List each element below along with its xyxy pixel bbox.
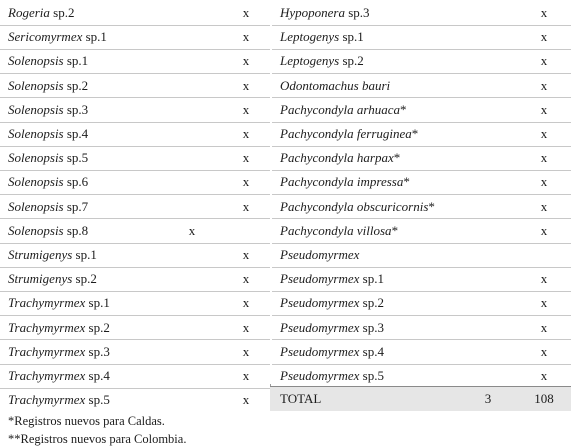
presence-mark-col2: x [540,198,548,214]
species-suffix: sp.1 [85,295,110,311]
species-name [280,49,364,73]
species-name [8,364,110,388]
species-name [8,146,88,170]
total-row [270,387,571,411]
genus-name: Pachycondyla arhuaca [280,101,400,117]
species-name [8,49,88,73]
species-suffix: * [411,126,419,141]
species-suffix: * [428,198,435,214]
presence-mark-col1 [186,170,198,194]
species-name [8,219,88,243]
presence-mark-col2: x [540,101,548,117]
presence-mark-col1 [482,25,494,49]
species-name [280,219,398,243]
presence-mark-col2: x [540,77,548,93]
table-row [0,388,270,412]
species-suffix: sp.4 [85,368,110,383]
species-suffix: sp.3 [359,319,384,335]
presence-mark-col2: x [540,295,548,311]
species-name [280,243,359,267]
presence-mark-col1 [482,291,494,315]
species-suffix: sp.2 [49,5,75,20]
table-row [0,122,270,146]
table-row [270,49,571,73]
presence-mark-col2: x [540,53,548,69]
genus-name: Rogeria [8,5,50,20]
species-suffix: sp.6 [63,174,89,190]
species-name [8,340,110,364]
presence-mark-col2: x [242,150,250,166]
genus-name: Pachycondyla villosa [280,222,392,238]
table-row [0,170,270,194]
table-row [0,98,270,122]
species-name [8,1,74,25]
species-suffix: sp.1 [72,247,97,262]
presence-mark-col2: x [540,5,548,20]
presence-mark-col1 [482,364,494,388]
species-name [280,340,384,364]
presence-mark-col2: x [242,174,250,190]
genus-name: Odontomachus bauri [280,77,391,93]
presence-mark-col1 [482,219,494,243]
total-top-rule [270,386,571,387]
table-row [0,25,270,49]
table-row [0,267,270,291]
presence-mark-col2: x [242,368,250,383]
genus-name: Sericomyrmex [8,29,83,45]
genus-name: Pachycondyla harpax [280,150,394,166]
species-name [8,25,107,49]
presence-mark-col2: x [540,29,548,45]
presence-mark-col2: x [242,247,250,262]
species-suffix: * [393,150,401,166]
presence-mark-col1 [482,98,494,122]
presence-mark-col1 [186,388,198,412]
species-suffix: sp.4 [63,126,89,141]
table-row [270,364,571,388]
presence-mark-col1 [482,74,494,98]
genus-name: Trachymyrmex [8,319,86,335]
genus-name: Pachycondyla impressa [280,174,404,190]
genus-name: Trachymyrmex [8,343,86,359]
species-name [280,291,384,315]
presence-mark-col2: x [540,126,548,141]
genus-name: Solenopsis [8,77,64,93]
table-row [270,146,571,170]
presence-mark-col1 [186,364,198,388]
presence-mark-col2: x [540,343,548,359]
table-row [270,122,571,146]
presence-mark-col2: x [540,174,548,190]
presence-mark-col2: x [242,392,250,408]
table-row [270,25,571,49]
table-row [270,340,571,364]
table-row [270,1,571,25]
species-name [8,291,110,315]
species-suffix: sp.7 [63,198,89,214]
genus-name: Solenopsis [8,101,64,117]
species-name [280,316,384,340]
species-name [8,388,110,412]
presence-mark-col1 [482,340,494,364]
presence-mark-col2: x [242,77,250,93]
presence-mark-col2: x [540,222,548,238]
table-row [270,291,571,315]
species-name [8,98,88,122]
presence-mark-col1 [186,146,198,170]
genus-name: Pachycondyla obscuricornis [280,198,429,214]
table-row [0,316,270,340]
presence-mark-col2: x [242,271,250,287]
table-row [0,146,270,170]
presence-mark-col1 [186,122,198,146]
total-col1: 3 [484,391,492,406]
genus-name: Trachymyrmex [8,392,86,408]
presence-mark-col1: x [188,222,196,238]
presence-mark-col2: x [540,150,548,166]
presence-mark-col1 [482,267,494,291]
table-row [270,98,571,122]
presence-mark-col2: x [242,319,250,335]
footnote-colombia: **Registros nuevos para Colombia. [8,432,187,446]
species-name [280,122,418,146]
species-suffix: * [391,222,399,238]
presence-mark-col2: x [242,101,250,117]
genus-name: Pseudomyrmex [280,343,360,359]
table-row [0,1,270,25]
table-row [0,195,270,219]
table-row [0,74,270,98]
genus-name: Solenopsis [8,126,64,141]
genus-name: Pseudomyrmex [280,368,360,383]
species-name [280,1,370,25]
species-name [8,122,88,146]
species-suffix: sp.1 [82,29,107,45]
presence-mark-col1 [186,243,198,267]
presence-mark-col1 [186,98,198,122]
species-suffix: sp.2 [85,319,110,335]
presence-mark-col1 [482,122,494,146]
total-col2: 108 [534,391,554,406]
genus-name: Solenopsis [8,174,64,190]
presence-mark-col1 [186,1,198,25]
species-name [280,195,435,219]
species-suffix: sp.1 [339,29,364,45]
genus-name: Solenopsis [8,150,64,166]
species-suffix: sp.3 [63,101,89,117]
species-name [280,25,364,49]
species-name [8,170,88,194]
presence-mark-col2: x [540,271,548,287]
species-suffix: sp.2 [359,295,384,311]
presence-mark-col2 [240,219,252,243]
genus-name: Leptogenys [280,53,340,69]
presence-mark-col2: x [242,5,250,20]
genus-name: Pachycondyla ferruginea [280,126,412,141]
presence-mark-col1 [482,316,494,340]
presence-mark-col1 [186,291,198,315]
genus-name: Pseudomyrmex [280,295,360,311]
genus-name: Solenopsis [8,53,64,69]
genus-name: Trachymyrmex [8,368,86,383]
table-row [270,316,571,340]
presence-mark-col1 [482,195,494,219]
presence-mark-col1 [482,243,494,267]
species-suffix: sp.4 [359,343,384,359]
presence-mark-col1 [186,316,198,340]
species-suffix: sp.5 [359,368,384,383]
table-row [270,267,571,291]
presence-mark-col1 [482,170,494,194]
presence-mark-col1 [186,74,198,98]
species-suffix: sp.5 [85,392,110,408]
genus-name: Solenopsis [8,222,64,238]
species-name [8,267,97,291]
presence-mark-col2: x [540,368,548,383]
presence-mark-col2: x [242,53,250,69]
presence-mark-col1 [186,195,198,219]
presence-mark-col1 [186,267,198,291]
presence-mark-col2: x [242,295,250,311]
table-row [0,364,270,388]
presence-mark-col2 [538,243,550,267]
species-name [8,74,88,98]
presence-mark-col1 [186,340,198,364]
footnote-caldas: *Registros nuevos para Caldas. [8,414,165,428]
presence-mark-col1 [482,49,494,73]
species-name [280,74,390,98]
species-name [280,267,384,291]
species-name [280,98,406,122]
table-row [0,219,270,243]
presence-mark-col2: x [242,198,250,214]
species-name [8,195,88,219]
species-suffix: sp.2 [339,53,364,69]
presence-mark-col1 [186,25,198,49]
species-suffix: sp.2 [63,77,89,93]
species-name [280,146,400,170]
species-suffix: * [399,101,407,117]
presence-mark-col1 [186,49,198,73]
genus-name: Hypoponera [280,5,345,20]
genus-name: Trachymyrmex [8,295,86,311]
species-suffix: sp.1 [359,271,384,287]
species-suffix: sp.8 [63,222,89,238]
table-row [0,291,270,315]
table-row [270,170,571,194]
species-suffix: sp.3 [85,343,110,359]
species-suffix: sp.5 [63,150,89,166]
presence-mark-col2: x [242,29,250,45]
species-suffix: * [403,174,410,190]
table-row [0,243,270,267]
table-row [270,243,571,267]
table-row [270,195,571,219]
species-name [8,243,97,267]
presence-mark-col1 [482,1,494,25]
presence-mark-col2: x [242,126,250,141]
total-label: TOTAL [280,391,322,406]
table-row [270,74,571,98]
species-name [8,316,110,340]
presence-mark-col2: x [540,319,548,335]
species-name [280,170,410,194]
species-suffix: sp.3 [345,5,370,20]
table-row [0,49,270,73]
species-name [280,364,384,388]
genus-name: Leptogenys [280,29,340,45]
genus-name: Solenopsis [8,198,64,214]
species-suffix: sp.2 [72,271,97,287]
genus-name: Pseudomyrmex [280,319,360,335]
table-row [0,340,270,364]
genus-name: Strumigenys [8,247,73,262]
table-row [270,219,571,243]
genus-name: Pseudomyrmex [280,271,360,287]
presence-mark-col2: x [242,343,250,359]
species-suffix: sp.1 [63,53,89,69]
presence-mark-col1 [482,146,494,170]
genus-name: Strumigenys [8,271,73,287]
genus-name: Pseudomyrmex [280,247,360,262]
